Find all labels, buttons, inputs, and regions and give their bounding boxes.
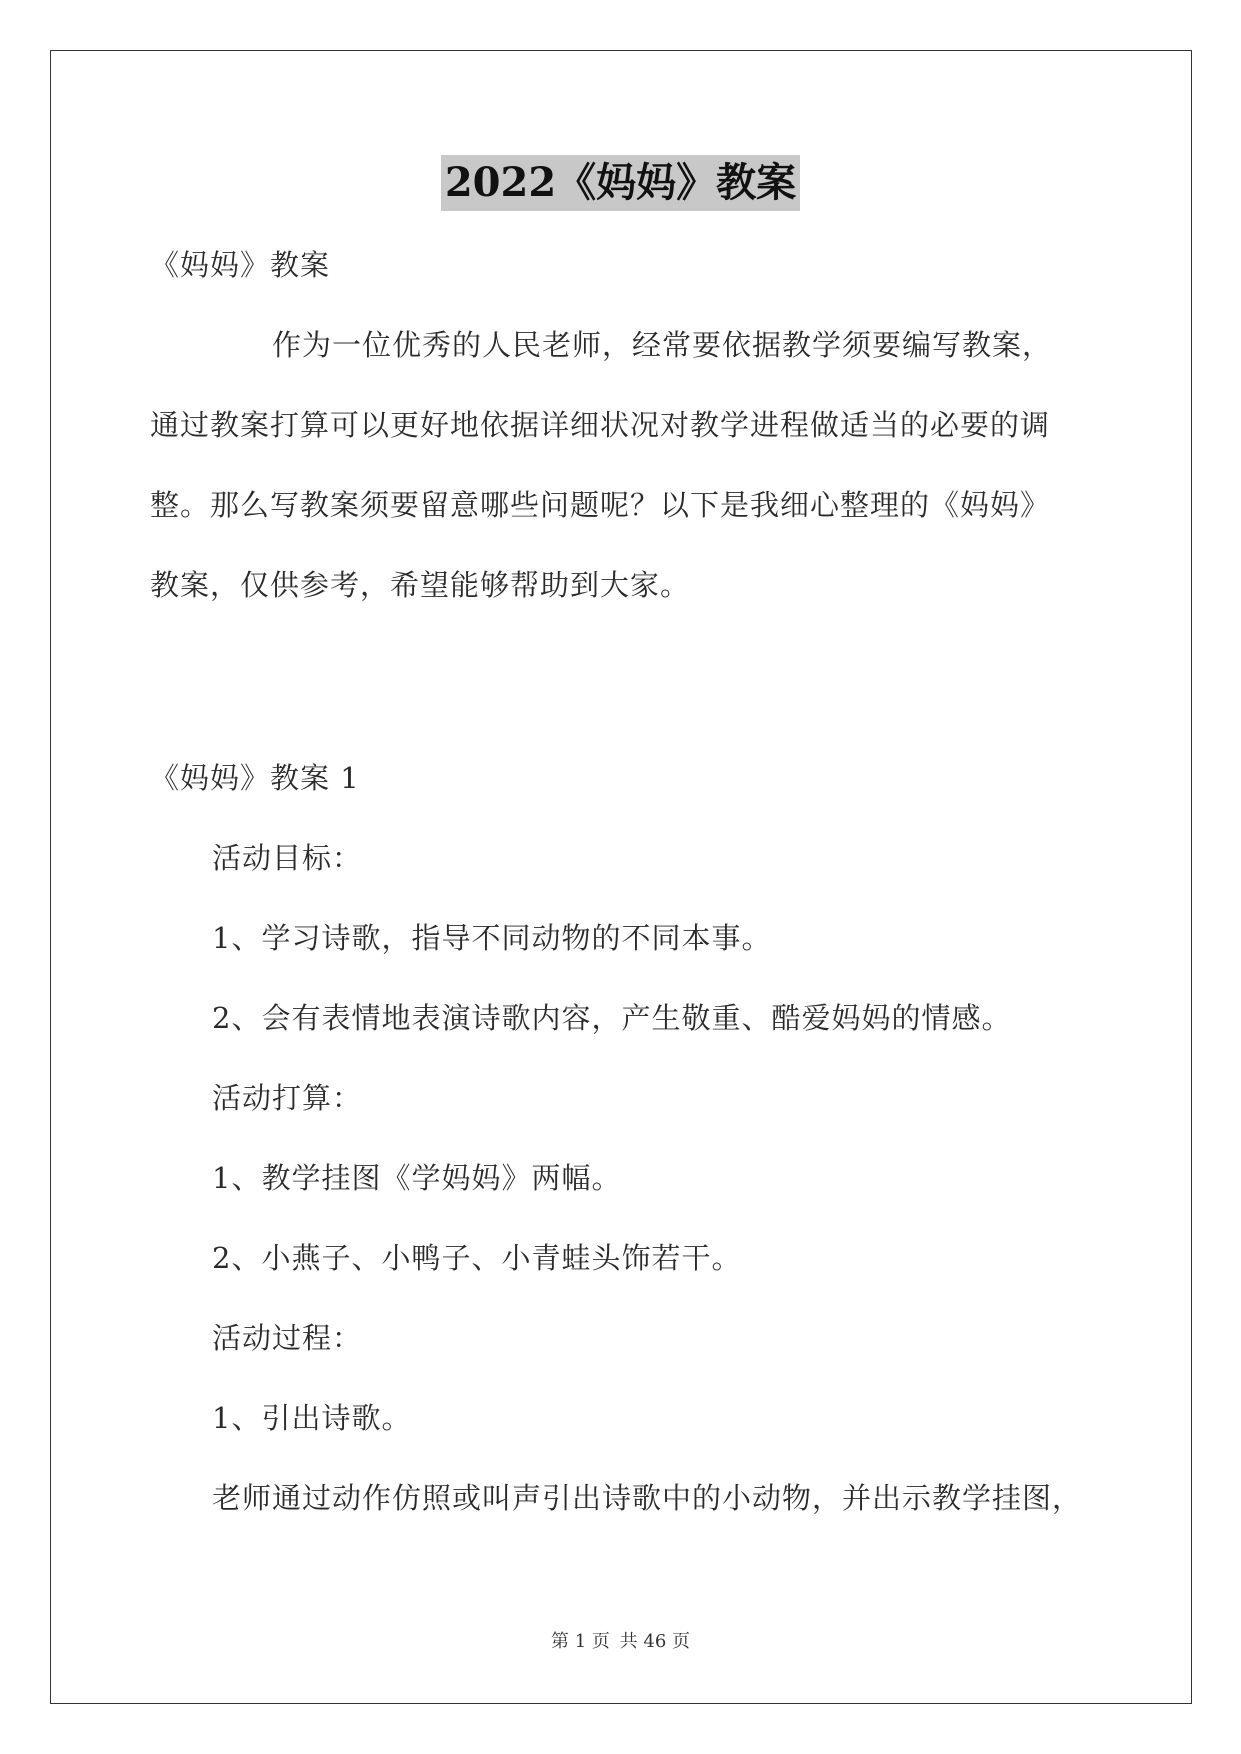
section-line: 2、小燕子、小鸭子、小青蛙头饰若干。 bbox=[212, 1241, 742, 1275]
intro-line: 教案，仅供参考，希望能够帮助到大家。 bbox=[150, 568, 691, 602]
section-line: 1、引出诗歌。 bbox=[212, 1401, 412, 1435]
intro-line: 整。那么写教案须要留意哪些问题呢？以下是我细心整理的《妈妈》 bbox=[150, 488, 1051, 522]
title-container bbox=[0, 155, 1241, 211]
page-footer bbox=[0, 1630, 1241, 1654]
page-total: 共 46 页 bbox=[619, 1631, 690, 1652]
section-line: 活动目标： bbox=[212, 841, 363, 875]
section-line: 1、学习诗歌，指导不同动物的不同本事。 bbox=[212, 921, 772, 955]
section-line: 2、会有表情地表演诗歌内容，产生敬重、酷爱妈妈的情感。 bbox=[212, 1001, 1012, 1035]
section-line: 活动打算： bbox=[212, 1081, 363, 1115]
document-title: 2022《妈妈》教案 bbox=[441, 155, 800, 211]
intro-line: 通过教案打算可以更好地依据详细状况对教学进程做适当的必要的调 bbox=[150, 408, 1051, 442]
section-line: 活动过程： bbox=[212, 1321, 363, 1355]
intro-heading: 《妈妈》教案 bbox=[150, 248, 331, 282]
section-line: 老师通过动作仿照或叫声引出诗歌中的小动物，并出示教学挂图， bbox=[212, 1481, 1083, 1515]
section-heading: 《妈妈》教案 1 bbox=[150, 761, 360, 795]
section-line: 1、教学挂图《学妈妈》两幅。 bbox=[212, 1161, 622, 1195]
page-number: 第 1 页 bbox=[551, 1631, 610, 1652]
intro-line: 作为一位优秀的人民老师，经常要依据教学须要编写教案， bbox=[272, 328, 1053, 362]
